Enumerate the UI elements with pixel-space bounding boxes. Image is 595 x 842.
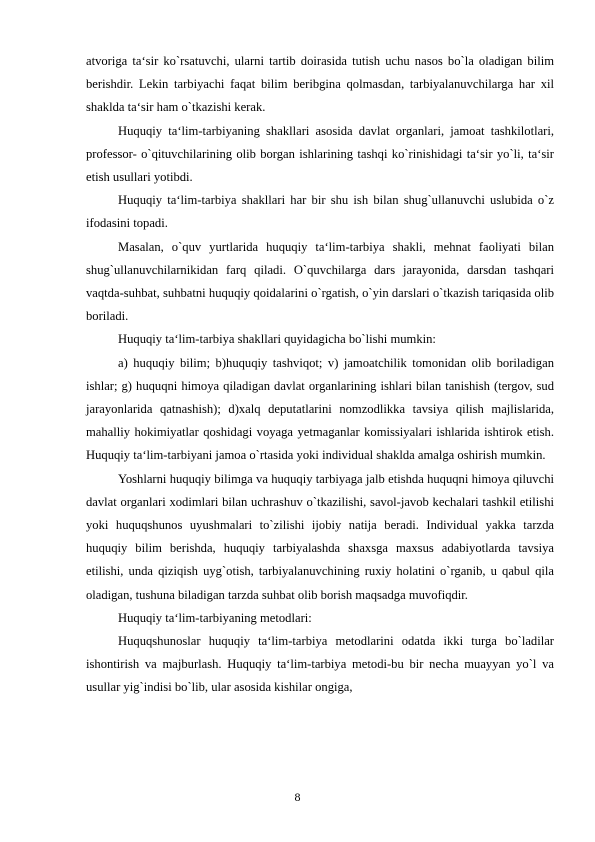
- paragraph-forms-intro: Huquqiy ta‘lim-tarbiya shakllari quyidagicha bo`lishi mumkin:: [118, 332, 436, 347]
- paragraph-continuation: atvoriga ta‘sir ko`rsatuvchi, ularni tartib doirasida tutish uchu nasos bo`la oladigan bilim berishdir. Lekin tarbiyachi faqat bilim beribgina qolmasdan, tarbiyalanuvchilarga har xil shaklda ta‘sir ham o`tkazishi kerak.: [86, 54, 554, 115]
- paragraph-forms-list: a) huquqiy bilim; b)huquqiy tashviqot; v) jamoatchilik tomonidan olib boriladigan ishlar; g) huquqni himoya qiladigan davlat organlarining ishlari bilan tanishish (tergov, sud jarayonlarida qatnashish); d)xalq deputatlarini nomzodlikka tavsiya qilish majlislarida, mahalliy hokimiyatlar qoshidagi voyaga yetmaganlar komissiyalari ishlarida ishtirok etish. Huquqiy ta‘lim-tarbiyani jamoa o`rtasida yoki individual shaklda amalga oshirish mumkin.: [86, 355, 554, 463]
- paragraph-youth: Yoshlarni huquqiy bilimga va huquqiy tarbiyaga jalb etishda huquqni himoya qiluvchi davlat organlari xodimlari bilan uchrashuv o`tkazilishi, savol-javob kechalari tashkil etilishi yoki huquqshunos uyushmalari to`zilishi ijobiy natija beradi. Individual yakka tarzda huquqiy bilim berishda, huquqiy tarbiyalashda shaxsga maxsus adabiyotlarda tavsiya etilishi, unda qiziqish uyg`otish, tarbiyalanuvchining ruxiy holatini o`rganib, u qabul qila oladigan, tushuna biladigan tarzda suhbat olib borish maqsadga muvofiqdir.: [86, 471, 554, 602]
- page-number: 8: [294, 790, 301, 804]
- paragraph-methods: Huquqshunoslar huquqiy ta‘lim-tarbiya metodlarini odatda ikki turga bo`ladilar ishontirish va majburlash. Huquqiy ta‘lim-tarbiya metodi-bu bir necha muayyan yo`l va usullar yig`indisi bo`lib, ular asosida kishilar ongiga,: [86, 634, 554, 695]
- paragraph-forms-basis: Huquqiy ta‘lim-tarbiyaning shakllari asosida davlat organlari, jamoat tashkilotlari, professor- o`qituvchilarining olib borgan ishlarining tashqi ko`rinishidagi ta‘sir yo`li, ta‘sir etish usullari yotibdi.: [86, 123, 554, 185]
- paragraph-example: Masalan, o`quv yurtlarida huquqiy ta‘lim-tarbiya shakli, mehnat faoliyati bilan shug`ullanuvchilarnikidan farq qiladi. O`quvchilarga dars jarayonida, darsdan tashqari vaqtda-suhbat, suhbatni huquqiy qoidalarini o`rgatish, o`yin darslari o`tkazish tariqasida olib boriladi.: [86, 239, 554, 324]
- paragraph-methods-heading: Huquqiy ta‘lim-tarbiyaning metodlari:: [118, 610, 312, 625]
- paragraph-forms-style: Huquqiy ta‘lim-tarbiya shakllari har bir shu ish bilan shug`ullanuvchi uslubida o`z ifodasini topadi.: [86, 193, 554, 231]
- page-body: [86, 50, 554, 700]
